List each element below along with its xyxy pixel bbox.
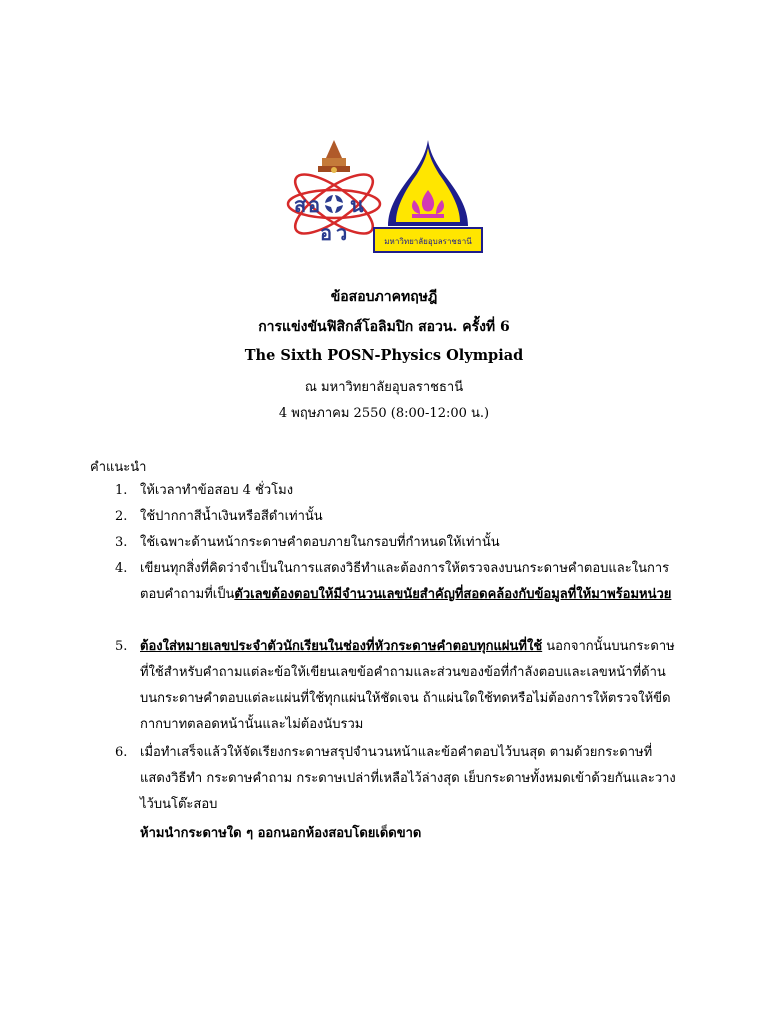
item-text (140, 556, 676, 608)
item-text-emphasis: ตัวเลขต้องตอบให้มีจำนวนเลขนัยสำคัญที่สอดคล้องกับข้อมูลที่ให้มาพร้อมหน่วย (234, 587, 672, 602)
english-title: The Sixth POSN-Physics Olympiad (244, 347, 524, 364)
competition-subtitle: การแข่งขันฟิสิกส์โอลิมปิก สอวน. ครั้งที่ 6 (258, 319, 510, 335)
item-number: 5. (115, 639, 128, 654)
logo-group (284, 136, 494, 258)
item-number: 6. (115, 745, 128, 760)
item-text (140, 634, 676, 738)
venue-line: ณ มหาวิทยาลัยอุบลราชธานี (304, 380, 464, 395)
item-text-plain: นอกจากนั้นบนกระดาษที่ใช้สำหรับคำถามแต่ละข้อให้เขียนเลขข้อคำถามและส่วนของข้อที่กำลังตอบและเลขหน้าที่ด้านบนกระดาษคำตอบแต่ละแผ่นที่ใช้ทุกแผ่นให้ชัดเจน ถ้าแผ่นใดใช้ทดหรือไม่ต้องการให้ตรวจให้ขีดกากบาทตลอดหน้านั้นและไม่ต้องนับรวม (140, 639, 675, 732)
posn-logo-icon (284, 136, 384, 248)
item-number: 3. (115, 535, 128, 550)
item-number: 1. (115, 483, 128, 498)
svg-text:มหาวิทยาลัยอุบลราชธานี: มหาวิทยาลัยอุบลราชธานี (384, 237, 472, 246)
item-text-plain: เขียนทุกสิ่งที่คิดว่าจำเป็นในการแสดงวิธีทำและต้องการให้ตรวจลงบนกระดาษคำตอบและในการตอบคำถามที่เป็น (140, 561, 670, 602)
svg-text:น: น (350, 193, 364, 217)
item-text: ใช้เฉพาะด้านหน้ากระดาษคำตอบภายในกรอบที่กำหนดให้เท่านั้น (140, 535, 500, 550)
item-text-emphasis: ต้องใส่หมายเลขประจำตัวนักเรียนในช่องที่หัวกระดาษคำตอบทุกแผ่นที่ใช้ (140, 639, 543, 654)
item-text: ใช้ปากกาสีน้ำเงินหรือสีดำเท่านั้น (140, 509, 323, 524)
page-title: ข้อสอบภาคทฤษฎี (330, 289, 438, 305)
item-text: ให้เวลาทำข้อสอบ 4 ชั่วโมง (140, 483, 294, 498)
instructions-heading: คำแนะนำ (90, 460, 147, 475)
item-text: เมื่อทำเสร็จแล้วให้จัดเรียงกระดาษสรุปจำนวนหน้าและข้อคำตอบไว้บนสุด ตามด้วยกระดาษที่แสดงวิธีทำ กระดาษคำถาม กระดาษเปล่าที่เหลือไว้ล่างสุด เย็บกระดาษทั้งหมดเข้าด้วยกันและวางไว้บนโต๊ะสอบ (140, 745, 676, 812)
svg-text:ส: ส (294, 193, 307, 217)
ubon-university-logo-icon (372, 138, 484, 258)
svg-text:อ: อ (308, 193, 321, 217)
final-warning: ห้ามนำกระดาษใด ๆ ออกนอกห้องสอบโดยเด็ดขาด (140, 826, 422, 841)
item-number: 4. (115, 561, 128, 576)
date-line: 4 พฤษภาคม 2550 (8:00-12:00 น.) (278, 406, 490, 421)
svg-text:ว: ว (336, 221, 348, 245)
svg-text:อ: อ (320, 221, 333, 245)
item-number: 2. (115, 509, 128, 524)
